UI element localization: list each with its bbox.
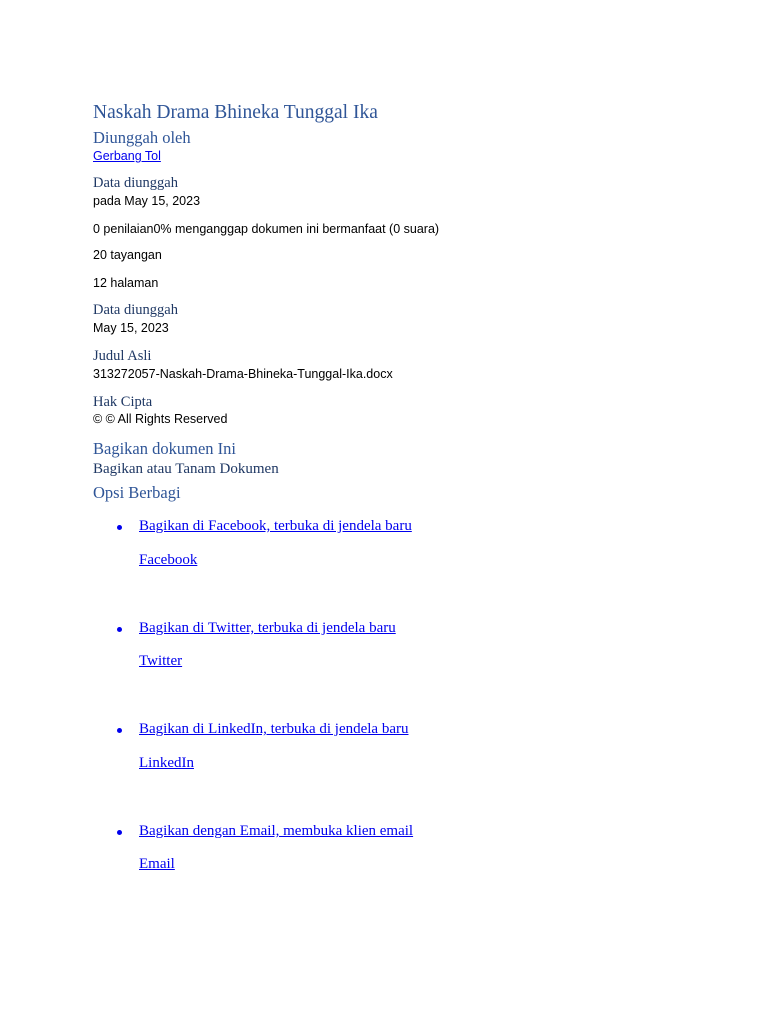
facebook-link[interactable]: Facebook: [139, 552, 198, 568]
pages-count: 12 halaman: [93, 276, 159, 290]
linkedin-link[interactable]: LinkedIn: [139, 755, 194, 771]
share-heading: Bagikan dokumen Ini: [93, 439, 236, 458]
upload-date-text: pada May 15, 2023: [93, 194, 201, 208]
share-facebook-link[interactable]: Bagikan di Facebook, terbuka di jendela baru: [139, 518, 412, 534]
share-email-link[interactable]: Bagikan dengan Email, membuka klien email: [139, 823, 414, 839]
share-linkedin-link[interactable]: Bagikan di LinkedIn, terbuka di jendela baru: [139, 721, 409, 737]
share-options-heading: Opsi Berbagi: [93, 483, 181, 502]
share-twitter-link[interactable]: Bagikan di Twitter, terbuka di jendela baru: [139, 620, 396, 636]
views-count: 20 tayangan: [93, 248, 162, 262]
original-title-value: 313272057-Naskah-Drama-Bhineka-Tunggal-Ika.docx: [93, 367, 393, 381]
original-title-label: Judul Asli: [93, 348, 152, 364]
twitter-link[interactable]: Twitter: [139, 653, 183, 669]
rating-text: 0 penilaian0% menganggap dokumen ini bermanfaat (0 suara): [93, 222, 440, 236]
bullet-icon: [117, 627, 122, 632]
uploader-link[interactable]: Gerbang Tol: [93, 149, 161, 163]
upload-date-label-2: Data diunggah: [93, 302, 178, 318]
bullet-icon: [117, 728, 122, 733]
upload-date-value: May 15, 2023: [93, 321, 169, 335]
copyright-value: © © All Rights Reserved: [93, 412, 228, 426]
bullet-icon: [117, 830, 122, 835]
copyright-label: Hak Cipta: [93, 394, 153, 410]
upload-date-label: Data diunggah: [93, 175, 178, 191]
document-title: Naskah Drama Bhineka Tunggal Ika: [93, 102, 378, 123]
uploaded-by-label: Diunggah oleh: [93, 128, 191, 147]
email-link[interactable]: Email: [139, 856, 175, 872]
share-subheading: Bagikan atau Tanam Dokumen: [93, 461, 279, 477]
bullet-icon: [117, 525, 122, 530]
